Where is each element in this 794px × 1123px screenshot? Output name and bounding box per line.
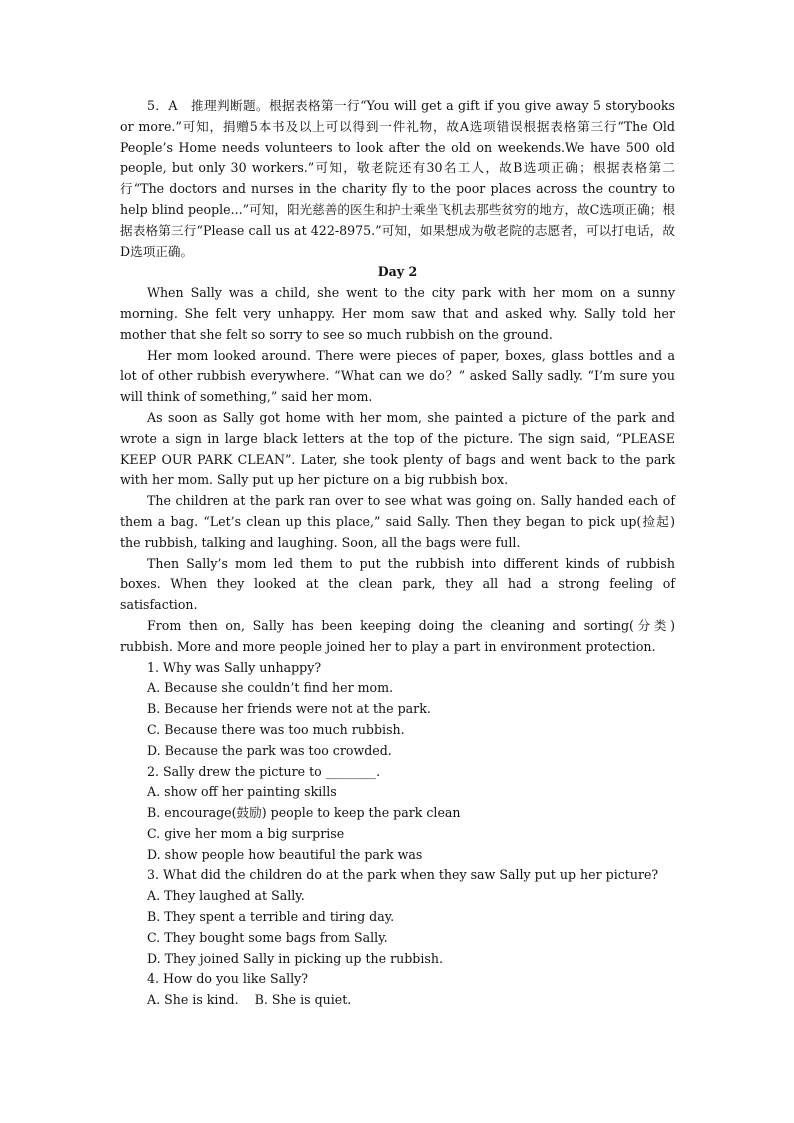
question-stem: 3. What did the children do at the park when they saw Sally put up her picture? <box>147 867 659 883</box>
passage-paragraph: As soon as Sally got home with her mom, she painted a picture of the park and wrote a sign in large black letters at the top of the picture. The sign said, “PLEASE KEEP OUR PARK CLEAN”. Later, she took plenty of bags and went back to the park with her mom. Sally put up her picture on a big rubbish box. <box>120 409 675 488</box>
answer-option: B. They spent a terrible and tiring day. <box>147 909 395 925</box>
answer-option: D. Because the park was too crowded. <box>147 742 392 758</box>
question-stem: 4. How do you like Sally? <box>147 971 309 987</box>
answer-option: A. Because she couldn’t find her mom. <box>147 680 394 696</box>
passage-paragraph: Her mom looked around. There were pieces of paper, boxes, glass bottles and a lot of other rubbish everywhere. “What can we do？” asked Sally sadly. “I’m sure you will think of something,” said her mom. <box>120 347 675 405</box>
question-stem: 1. Why was Sally unhappy? <box>147 659 322 675</box>
passage-paragraph: When Sally was a child, she went to the city park with her mom on a sunny morning. She felt very unhappy. Her mom saw that and asked why. Sally told her mother that she felt so sorry to see so much rubbish on the ground. <box>120 285 675 342</box>
answer-option: A. show off her painting skills <box>147 784 337 800</box>
answer-option: C. They bought some bags from Sally. <box>147 929 388 945</box>
answer-option: B. encourage(鼓励) people to keep the park clean <box>147 805 461 821</box>
answer-option: C. give her mom a big surprise <box>147 825 345 841</box>
document-page <box>120 96 675 1011</box>
passage-paragraph: The children at the park ran over to see what was going on. Sally handed each of them a bag. “Let’s clean up this place,” said Sally. Then they began to pick up(捡起) the rubbish, talking and laughing. Soon, all the bags were full. <box>120 493 675 550</box>
question-stem: 2. Sally drew the picture to ________. <box>147 763 381 779</box>
answer-option: C. Because there was too much rubbish. <box>147 721 405 737</box>
answer-explanation: 5．A 推理判断题。根据表格第一行“You will get a gift if you give away 5 storybooks or more.”可知，捐赠5本书及以上可以得到一件礼物，故A选项错误根据表格第三行“The Old People’s Home needs volunteers to look after the old on weekends.We have 500 old people, but only 30 workers.”可知，敬老院还有30名工人，故B选项正确；根据表格第二行“The doctors and nurses in the charity fly to the poor places across the country to help blind people...”可知，阳光慈善的医生和护士乘坐飞机去那些贫穷的地方，故C选项正确；根据表格第三行“Please call us at 422-8975.”可知，如果想成为敬老院的志愿者，可以打电话，故D选项正确。 <box>120 98 675 259</box>
answer-option: B. Because her friends were not at the park. <box>147 701 431 717</box>
answer-option: A. They laughed at Sally. <box>147 888 305 904</box>
passage-paragraph: Then Sally’s mom led them to put the rubbish into different kinds of rubbish boxes. When they looked at the clean park, they all had a strong feeling of satisfaction. <box>120 555 675 613</box>
section-title: Day 2 <box>377 264 418 280</box>
answer-option: D. show people how beautiful the park was <box>147 846 423 862</box>
answer-option: A. She is kind. B. She is quiet. <box>147 992 352 1008</box>
answer-option: D. They joined Sally in picking up the rubbish. <box>147 950 443 966</box>
passage-paragraph: From then on, Sally has been keeping doing the cleaning and sorting(分类) rubbish. More and more people joined her to play a part in environment protection. <box>120 617 675 654</box>
